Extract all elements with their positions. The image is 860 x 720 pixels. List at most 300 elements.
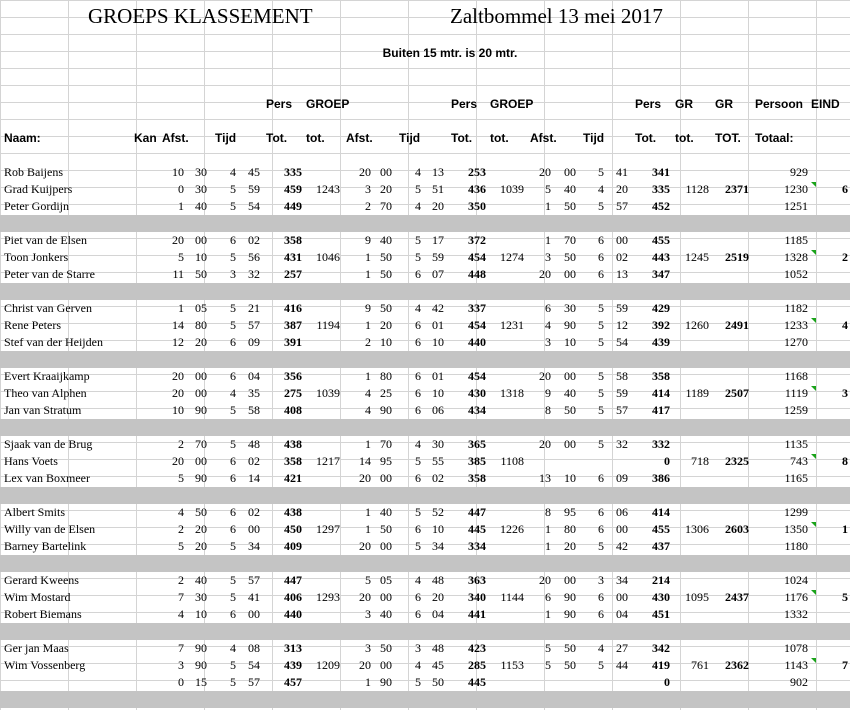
table-cell bbox=[669, 232, 709, 249]
table-cell: 5 bbox=[598, 165, 604, 179]
table-cell bbox=[808, 198, 848, 215]
participant-name: Lex van Boxmeer bbox=[4, 471, 90, 485]
table-cell bbox=[669, 606, 709, 623]
table-cell: 387 bbox=[284, 318, 302, 332]
table-cell: 0 bbox=[178, 675, 184, 689]
table-cell: 0 bbox=[664, 454, 670, 468]
table-cell: 00 bbox=[195, 386, 207, 400]
table-cell: 32 bbox=[616, 437, 628, 451]
table-cell: 20 bbox=[195, 522, 207, 536]
table-cell: 439 bbox=[284, 658, 302, 672]
table-cell bbox=[588, 674, 628, 691]
table-cell: 10 bbox=[195, 250, 207, 264]
table-cell: 365 bbox=[468, 437, 486, 451]
table-cell: 1024 bbox=[784, 573, 808, 587]
sheet-title: GROEPS KLASSEMENT bbox=[88, 4, 313, 28]
table-cell: 423 bbox=[468, 641, 486, 655]
table-cell: 4 bbox=[178, 607, 184, 621]
table-cell: 00 bbox=[195, 454, 207, 468]
table-cell: 00 bbox=[380, 590, 392, 604]
table-cell: 10 bbox=[432, 335, 444, 349]
table-cell: 459 bbox=[284, 182, 302, 196]
table-cell: 50 bbox=[564, 641, 576, 655]
comment-indicator-icon bbox=[811, 658, 816, 663]
table-cell: 59 bbox=[616, 386, 628, 400]
table-cell: 70 bbox=[380, 199, 392, 213]
table-cell: 2362 bbox=[725, 658, 749, 672]
table-cell: 50 bbox=[380, 267, 392, 281]
table-cell: 5 bbox=[545, 658, 551, 672]
table-cell: 90 bbox=[195, 471, 207, 485]
table-cell: 6 bbox=[230, 454, 236, 468]
table-cell: 363 bbox=[468, 573, 486, 587]
table-cell: 5 bbox=[230, 403, 236, 417]
header-top-7: Persoon bbox=[755, 97, 804, 111]
table-cell: 00 bbox=[248, 607, 260, 621]
table-cell: 929 bbox=[790, 165, 808, 179]
table-cell: 1270 bbox=[784, 335, 808, 349]
table-cell: 1251 bbox=[784, 199, 808, 213]
table-cell: 07 bbox=[432, 267, 444, 281]
table-cell bbox=[709, 198, 749, 215]
table-cell: 2491 bbox=[725, 318, 749, 332]
table-cell: 10 bbox=[564, 471, 576, 485]
table-cell: 342 bbox=[652, 641, 670, 655]
table-cell bbox=[669, 470, 709, 487]
header-top-4: Pers bbox=[635, 97, 662, 111]
table-cell bbox=[669, 368, 709, 385]
table-cell: 30 bbox=[195, 182, 207, 196]
table-cell: 5 bbox=[415, 505, 421, 519]
table-cell: 5 bbox=[178, 250, 184, 264]
table-cell: 95 bbox=[564, 505, 576, 519]
table-cell: 1 bbox=[365, 675, 371, 689]
table-cell bbox=[669, 504, 709, 521]
header-top-0: Pers bbox=[266, 97, 293, 111]
table-cell: 40 bbox=[195, 199, 207, 213]
table-cell: 04 bbox=[432, 607, 444, 621]
table-cell: 50 bbox=[195, 267, 207, 281]
table-cell: 06 bbox=[616, 505, 628, 519]
table-cell bbox=[808, 470, 848, 487]
comment-indicator-icon bbox=[811, 386, 816, 391]
table-cell: 2371 bbox=[725, 182, 749, 196]
table-cell: 20 bbox=[359, 471, 371, 485]
table-cell bbox=[709, 674, 749, 691]
table-cell: 451 bbox=[652, 607, 670, 621]
table-cell: 70 bbox=[380, 437, 392, 451]
table-cell bbox=[669, 402, 709, 419]
table-cell: 455 bbox=[652, 233, 670, 247]
table-cell: 408 bbox=[284, 403, 302, 417]
table-cell: 1039 bbox=[500, 182, 524, 196]
table-cell: 20 bbox=[172, 454, 184, 468]
table-cell: 449 bbox=[284, 199, 302, 213]
table-cell: 1 bbox=[365, 250, 371, 264]
table-cell: 391 bbox=[284, 335, 302, 349]
table-cell: 6 bbox=[545, 301, 551, 315]
table-cell: 8 bbox=[545, 505, 551, 519]
table-cell: 334 bbox=[468, 539, 486, 553]
table-cell: 1299 bbox=[784, 505, 808, 519]
table-cell: 445 bbox=[468, 522, 486, 536]
table-cell: 00 bbox=[616, 522, 628, 536]
table-cell: 902 bbox=[790, 675, 808, 689]
table-cell bbox=[709, 538, 749, 555]
table-cell: 385 bbox=[468, 454, 486, 468]
table-cell: 9 bbox=[545, 386, 551, 400]
table-cell: 5 bbox=[230, 437, 236, 451]
table-cell: 1128 bbox=[685, 182, 709, 196]
table-cell: 10 bbox=[432, 522, 444, 536]
header-main-9: tot. bbox=[490, 131, 509, 145]
table-cell: 09 bbox=[248, 335, 260, 349]
table-cell bbox=[808, 232, 848, 249]
table-cell: 1185 bbox=[784, 233, 808, 247]
table-cell: 01 bbox=[432, 318, 444, 332]
participant-name: Grad Kuijpers bbox=[4, 182, 73, 196]
table-cell: 57 bbox=[248, 318, 260, 332]
table-cell bbox=[709, 504, 749, 521]
table-cell: 445 bbox=[468, 675, 486, 689]
comment-indicator-icon bbox=[811, 250, 816, 255]
table-cell: 2507 bbox=[725, 386, 749, 400]
table-cell: 214 bbox=[652, 573, 670, 587]
table-cell: 13 bbox=[616, 267, 628, 281]
table-cell bbox=[709, 368, 749, 385]
group-separator bbox=[0, 555, 850, 572]
table-cell: 30 bbox=[195, 165, 207, 179]
table-cell: 40 bbox=[195, 573, 207, 587]
table-cell bbox=[669, 300, 709, 317]
table-cell: 5 bbox=[598, 369, 604, 383]
place-date: Zaltbommel 13 mei 2017 bbox=[450, 4, 663, 28]
table-cell: 5 bbox=[415, 250, 421, 264]
table-cell: 5 bbox=[230, 658, 236, 672]
table-cell: 90 bbox=[195, 658, 207, 672]
table-cell: 41 bbox=[248, 590, 260, 604]
table-cell: 90 bbox=[564, 607, 576, 621]
table-cell: 8 bbox=[842, 454, 848, 468]
table-cell: 20 bbox=[564, 539, 576, 553]
table-cell: 1306 bbox=[685, 522, 709, 536]
table-cell: 3 bbox=[545, 335, 551, 349]
table-cell: 2437 bbox=[725, 590, 749, 604]
table-cell: 10 bbox=[432, 386, 444, 400]
table-cell: 437 bbox=[652, 539, 670, 553]
table-cell: 10 bbox=[195, 607, 207, 621]
table-cell: 50 bbox=[380, 250, 392, 264]
table-cell: 5 bbox=[598, 403, 604, 417]
table-cell: 5 bbox=[365, 573, 371, 587]
table-cell: 1243 bbox=[316, 182, 340, 196]
table-cell: 14 bbox=[172, 318, 184, 332]
table-cell: 1078 bbox=[784, 641, 808, 655]
table-cell: 00 bbox=[248, 522, 260, 536]
table-cell: 743 bbox=[790, 454, 808, 468]
table-cell: 42 bbox=[616, 539, 628, 553]
table-cell: 5 bbox=[178, 471, 184, 485]
table-cell: 6 bbox=[230, 607, 236, 621]
table-cell: 6 bbox=[230, 369, 236, 383]
table-cell: 358 bbox=[284, 233, 302, 247]
table-cell: 2325 bbox=[725, 454, 749, 468]
table-cell: 30 bbox=[195, 590, 207, 604]
table-cell: 285 bbox=[468, 658, 486, 672]
header-top-1: GROEP bbox=[306, 97, 350, 111]
table-cell: 4 bbox=[230, 386, 236, 400]
table-cell: 6 bbox=[598, 590, 604, 604]
table-cell: 57 bbox=[248, 675, 260, 689]
table-cell: 20 bbox=[539, 437, 551, 451]
table-cell: 6 bbox=[415, 607, 421, 621]
table-cell: 20 bbox=[359, 590, 371, 604]
table-cell: 5 bbox=[415, 454, 421, 468]
table-cell: 1217 bbox=[316, 454, 340, 468]
table-cell: 1209 bbox=[316, 658, 340, 672]
table-cell: 5 bbox=[598, 301, 604, 315]
table-cell: 4 bbox=[415, 437, 421, 451]
table-cell: 50 bbox=[564, 658, 576, 672]
table-cell bbox=[669, 538, 709, 555]
table-cell: 429 bbox=[652, 301, 670, 315]
participant-name: Theo van Alphen bbox=[4, 386, 87, 400]
table-cell: 5 bbox=[230, 250, 236, 264]
participant-name: Piet van de Elsen bbox=[4, 233, 87, 247]
table-cell: 4 bbox=[415, 199, 421, 213]
table-cell bbox=[669, 572, 709, 589]
table-cell bbox=[709, 470, 749, 487]
table-cell: 443 bbox=[652, 250, 670, 264]
table-cell: 434 bbox=[468, 403, 486, 417]
table-cell: 05 bbox=[380, 573, 392, 587]
header-main-12: Tot. bbox=[635, 131, 657, 145]
table-cell: 80 bbox=[380, 369, 392, 383]
table-cell: 452 bbox=[652, 199, 670, 213]
table-cell: 25 bbox=[380, 386, 392, 400]
table-cell: 6 bbox=[415, 471, 421, 485]
participant-name: Rob Baijens bbox=[4, 165, 63, 179]
table-cell: 761 bbox=[691, 658, 709, 672]
table-cell: 34 bbox=[248, 539, 260, 553]
table-cell: 6 bbox=[415, 403, 421, 417]
table-cell: 454 bbox=[468, 369, 486, 383]
table-cell: 21 bbox=[248, 301, 260, 315]
table-cell bbox=[808, 606, 848, 623]
table-cell: 1119 bbox=[784, 386, 808, 400]
participant-name: Gerard Kweens bbox=[4, 573, 79, 587]
table-cell: 90 bbox=[195, 641, 207, 655]
participant-name: Sjaak van de Brug bbox=[4, 437, 93, 451]
group-separator bbox=[0, 691, 850, 708]
table-cell: 6 bbox=[415, 335, 421, 349]
table-cell: 417 bbox=[652, 403, 670, 417]
table-cell: 6 bbox=[598, 250, 604, 264]
table-cell: 1231 bbox=[500, 318, 524, 332]
table-cell: 06 bbox=[432, 403, 444, 417]
table-cell: 1168 bbox=[784, 369, 808, 383]
table-cell: 50 bbox=[564, 403, 576, 417]
table-cell: 257 bbox=[284, 267, 302, 281]
table-cell: 5 bbox=[230, 539, 236, 553]
table-cell: 3 bbox=[598, 573, 604, 587]
table-cell: 1 bbox=[365, 318, 371, 332]
table-cell: 0 bbox=[664, 675, 670, 689]
table-cell: 4 bbox=[415, 301, 421, 315]
table-cell: 00 bbox=[195, 369, 207, 383]
table-cell: 20 bbox=[539, 369, 551, 383]
table-cell: 421 bbox=[284, 471, 302, 485]
table-cell: 419 bbox=[652, 658, 670, 672]
header-main-8: Tot. bbox=[451, 131, 473, 145]
table-cell: 00 bbox=[380, 539, 392, 553]
table-cell: 20 bbox=[195, 335, 207, 349]
table-cell: 5 bbox=[842, 590, 848, 604]
table-cell: 347 bbox=[652, 267, 670, 281]
table-cell: 90 bbox=[380, 403, 392, 417]
table-cell bbox=[709, 402, 749, 419]
table-cell: 80 bbox=[564, 522, 576, 536]
table-cell: 1 bbox=[178, 199, 184, 213]
table-cell: 9 bbox=[365, 301, 371, 315]
table-cell: 05 bbox=[195, 301, 207, 315]
table-cell: 5 bbox=[178, 539, 184, 553]
table-cell: 20 bbox=[432, 590, 444, 604]
header-main-5: tot. bbox=[306, 131, 325, 145]
table-cell: 10 bbox=[172, 403, 184, 417]
table-cell: 1 bbox=[365, 267, 371, 281]
table-cell: 6 bbox=[415, 267, 421, 281]
table-cell: 1046 bbox=[316, 250, 340, 264]
table-cell: 20 bbox=[359, 539, 371, 553]
table-cell: 45 bbox=[248, 165, 260, 179]
participant-name: Albert Smits bbox=[4, 505, 66, 519]
table-cell: 50 bbox=[195, 505, 207, 519]
table-cell: 40 bbox=[380, 607, 392, 621]
table-cell: 337 bbox=[468, 301, 486, 315]
table-cell: 457 bbox=[284, 675, 302, 689]
table-cell: 3 bbox=[365, 641, 371, 655]
table-cell bbox=[709, 232, 749, 249]
table-cell: 1108 bbox=[500, 454, 524, 468]
table-cell: 4 bbox=[415, 658, 421, 672]
table-cell bbox=[808, 572, 848, 589]
table-cell: 17 bbox=[432, 233, 444, 247]
table-cell: 6 bbox=[598, 522, 604, 536]
participant-name: Barney Bartelink bbox=[4, 539, 87, 553]
table-cell: 1 bbox=[842, 522, 848, 536]
table-cell: 438 bbox=[284, 437, 302, 451]
table-cell: 13 bbox=[539, 471, 551, 485]
header-main-14: TOT. bbox=[715, 131, 741, 145]
table-cell: 358 bbox=[652, 369, 670, 383]
table-cell bbox=[808, 300, 848, 317]
table-cell: 1144 bbox=[500, 590, 524, 604]
table-cell: 34 bbox=[616, 573, 628, 587]
table-cell bbox=[669, 674, 709, 691]
table-cell: 20 bbox=[195, 539, 207, 553]
table-cell: 436 bbox=[468, 182, 486, 196]
table-cell: 20 bbox=[359, 658, 371, 672]
table-cell: 02 bbox=[432, 471, 444, 485]
table-cell: 1 bbox=[545, 539, 551, 553]
table-cell: 20 bbox=[172, 369, 184, 383]
table-cell bbox=[669, 640, 709, 657]
participant-name: Willy van de Elsen bbox=[4, 522, 96, 536]
table-cell: 90 bbox=[564, 318, 576, 332]
table-cell: 414 bbox=[652, 386, 670, 400]
table-cell: 5 bbox=[230, 182, 236, 196]
table-cell: 57 bbox=[248, 573, 260, 587]
table-cell: 6 bbox=[415, 590, 421, 604]
table-cell: 4 bbox=[598, 641, 604, 655]
table-cell: 1 bbox=[365, 437, 371, 451]
table-cell: 2 bbox=[842, 250, 848, 264]
table-cell: 2 bbox=[178, 522, 184, 536]
table-cell bbox=[808, 164, 848, 181]
table-cell: 2 bbox=[178, 573, 184, 587]
table-cell: 6 bbox=[598, 471, 604, 485]
table-cell: 340 bbox=[468, 590, 486, 604]
table-cell: 718 bbox=[691, 454, 709, 468]
table-cell: 59 bbox=[616, 301, 628, 315]
header-main-7: Tijd bbox=[399, 131, 421, 145]
table-cell: 20 bbox=[616, 182, 628, 196]
table-cell: 20 bbox=[539, 573, 551, 587]
table-cell: 50 bbox=[432, 675, 444, 689]
table-cell: 02 bbox=[248, 454, 260, 468]
table-cell: 6 bbox=[230, 233, 236, 247]
table-cell: 5 bbox=[230, 318, 236, 332]
table-cell: 20 bbox=[539, 165, 551, 179]
table-cell: 6 bbox=[415, 318, 421, 332]
participant-name: Rene Peters bbox=[4, 318, 61, 332]
header-main-3: Tijd bbox=[215, 131, 237, 145]
table-cell: 56 bbox=[248, 250, 260, 264]
table-cell: 5 bbox=[415, 182, 421, 196]
header-main-0: Naam: bbox=[4, 131, 41, 145]
header-main-13: tot. bbox=[675, 131, 694, 145]
table-cell: 50 bbox=[380, 301, 392, 315]
table-cell: 5 bbox=[230, 590, 236, 604]
table-cell: 0 bbox=[178, 182, 184, 196]
table-cell: 48 bbox=[432, 641, 444, 655]
table-cell: 9 bbox=[365, 233, 371, 247]
table-cell: 58 bbox=[248, 403, 260, 417]
table-cell: 406 bbox=[284, 590, 302, 604]
table-cell: 02 bbox=[248, 233, 260, 247]
table-cell: 20 bbox=[539, 267, 551, 281]
table-cell: 8 bbox=[545, 403, 551, 417]
group-separator bbox=[0, 623, 850, 640]
table-cell: 30 bbox=[432, 437, 444, 451]
table-cell: 335 bbox=[652, 182, 670, 196]
table-cell: 1293 bbox=[316, 590, 340, 604]
table-cell: 5 bbox=[545, 641, 551, 655]
participant-name: Stef van der Heijden bbox=[4, 335, 103, 349]
table-cell: 59 bbox=[432, 250, 444, 264]
table-cell: 10 bbox=[564, 335, 576, 349]
table-cell bbox=[709, 606, 749, 623]
table-cell: 11 bbox=[172, 267, 184, 281]
table-cell: 350 bbox=[468, 199, 486, 213]
table-cell: 1052 bbox=[784, 267, 808, 281]
table-cell: 438 bbox=[284, 505, 302, 519]
header-main-1: Kan bbox=[134, 131, 157, 145]
table-cell: 448 bbox=[468, 267, 486, 281]
table-cell: 1233 bbox=[784, 318, 808, 332]
table-cell: 1 bbox=[545, 607, 551, 621]
